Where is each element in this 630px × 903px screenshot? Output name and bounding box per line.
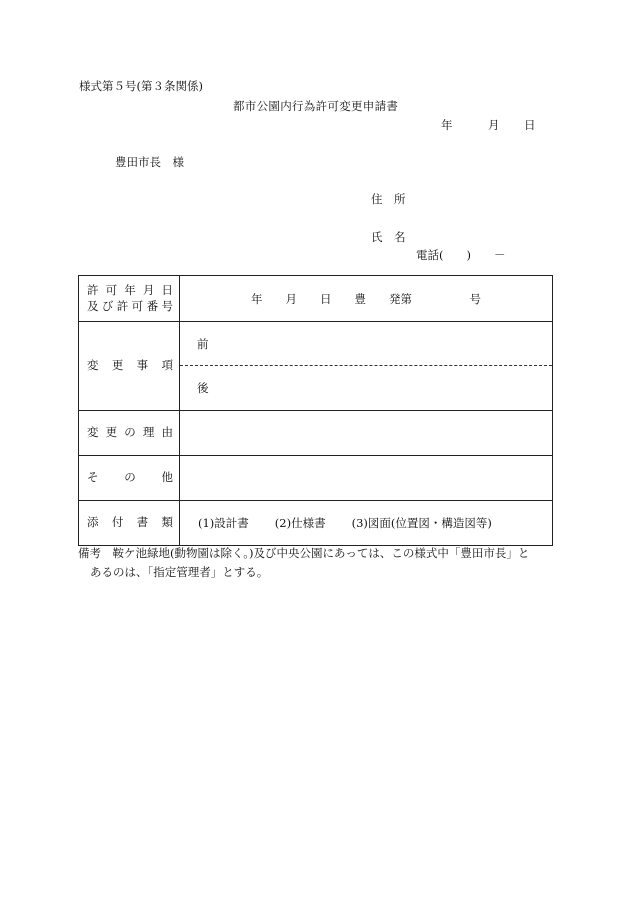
label-char: 変	[87, 425, 99, 440]
attachments-label-cell	[79, 501, 180, 546]
permit-label-line1	[87, 283, 173, 299]
label-char: の	[124, 425, 136, 440]
label-char: 月	[142, 282, 155, 297]
permit-label-cell	[79, 276, 180, 322]
change-after-field[interactable]	[180, 366, 552, 410]
label-char: び	[101, 298, 114, 313]
label-char: 番	[146, 298, 159, 313]
attachment-item-design: (1)設計書	[198, 516, 249, 530]
date-day-label: 日	[524, 118, 536, 132]
application-table	[78, 275, 553, 546]
label-char: 理	[142, 425, 155, 440]
change-label	[87, 358, 173, 374]
label-char: 許	[87, 282, 99, 297]
reason-value-cell[interactable]	[180, 411, 553, 456]
permit-row	[79, 276, 553, 322]
label-char: 事	[136, 358, 149, 373]
label-char: 号	[161, 298, 173, 313]
attachment-item-drawings: (3)図面(位置図・構造図等)	[351, 516, 492, 530]
label-char: 日	[161, 282, 173, 297]
name-label: 氏 名	[371, 230, 406, 244]
form-number: 様式第５号(第３条関係)	[79, 79, 203, 93]
label-char: 添	[87, 515, 99, 530]
date-month-label: 月	[488, 118, 500, 132]
permit-value-cell[interactable]	[180, 276, 553, 322]
date-line	[441, 120, 536, 132]
remarks-line-2: あるのは、「指定管理者」とする。	[90, 565, 269, 579]
label-char: 項	[161, 358, 173, 373]
remarks-line-1: 備考 鞍ケ池緑地(動物園は除く。)及び中央公園にあっては、この様式中「豊田市長」と	[78, 546, 530, 560]
other-value-cell[interactable]	[180, 456, 553, 501]
label-char: 更	[105, 425, 118, 440]
attachment-item-spec: (2)仕様書	[274, 516, 326, 530]
other-label	[87, 470, 173, 486]
label-char: 由	[161, 425, 173, 440]
change-before-label: 前	[197, 336, 209, 351]
label-char: の	[124, 470, 136, 485]
reason-label-cell	[79, 411, 180, 456]
label-char: 類	[161, 515, 173, 530]
label-char: 年	[124, 282, 136, 297]
permit-value: 年 月 日 豊 発第 号	[251, 291, 481, 306]
label-char: 及	[87, 298, 99, 313]
change-before-field[interactable]	[180, 322, 552, 366]
label-char: 他	[161, 470, 173, 485]
reason-row	[79, 411, 553, 456]
other-label-cell	[79, 456, 180, 501]
label-char: 付	[111, 515, 124, 530]
label-char: そ	[87, 470, 99, 485]
label-char: 可	[105, 282, 118, 297]
phone-label: 電話( ) －	[416, 248, 506, 262]
attachments-label	[87, 515, 173, 531]
date-year-label: 年	[441, 118, 453, 132]
form-title: 都市公園内行為許可変更申請書	[233, 99, 399, 113]
attachments-row	[79, 501, 553, 546]
label-char: 更	[111, 358, 124, 373]
change-after-label: 後	[197, 381, 209, 395]
change-label-cell	[79, 322, 180, 411]
permit-label-line2	[87, 299, 173, 315]
change-row	[79, 322, 553, 411]
change-value-cell	[180, 322, 553, 411]
addressee: 豊田市長 様	[115, 155, 184, 169]
address-label: 住 所	[371, 192, 406, 206]
reason-label	[87, 425, 173, 441]
label-char: 許	[116, 298, 129, 313]
label-char: 変	[87, 358, 99, 373]
label-char: 書	[136, 515, 149, 530]
attachments-value-cell	[180, 501, 553, 546]
label-char: 可	[131, 298, 144, 313]
other-row	[79, 456, 553, 501]
attachments-list	[180, 515, 552, 531]
